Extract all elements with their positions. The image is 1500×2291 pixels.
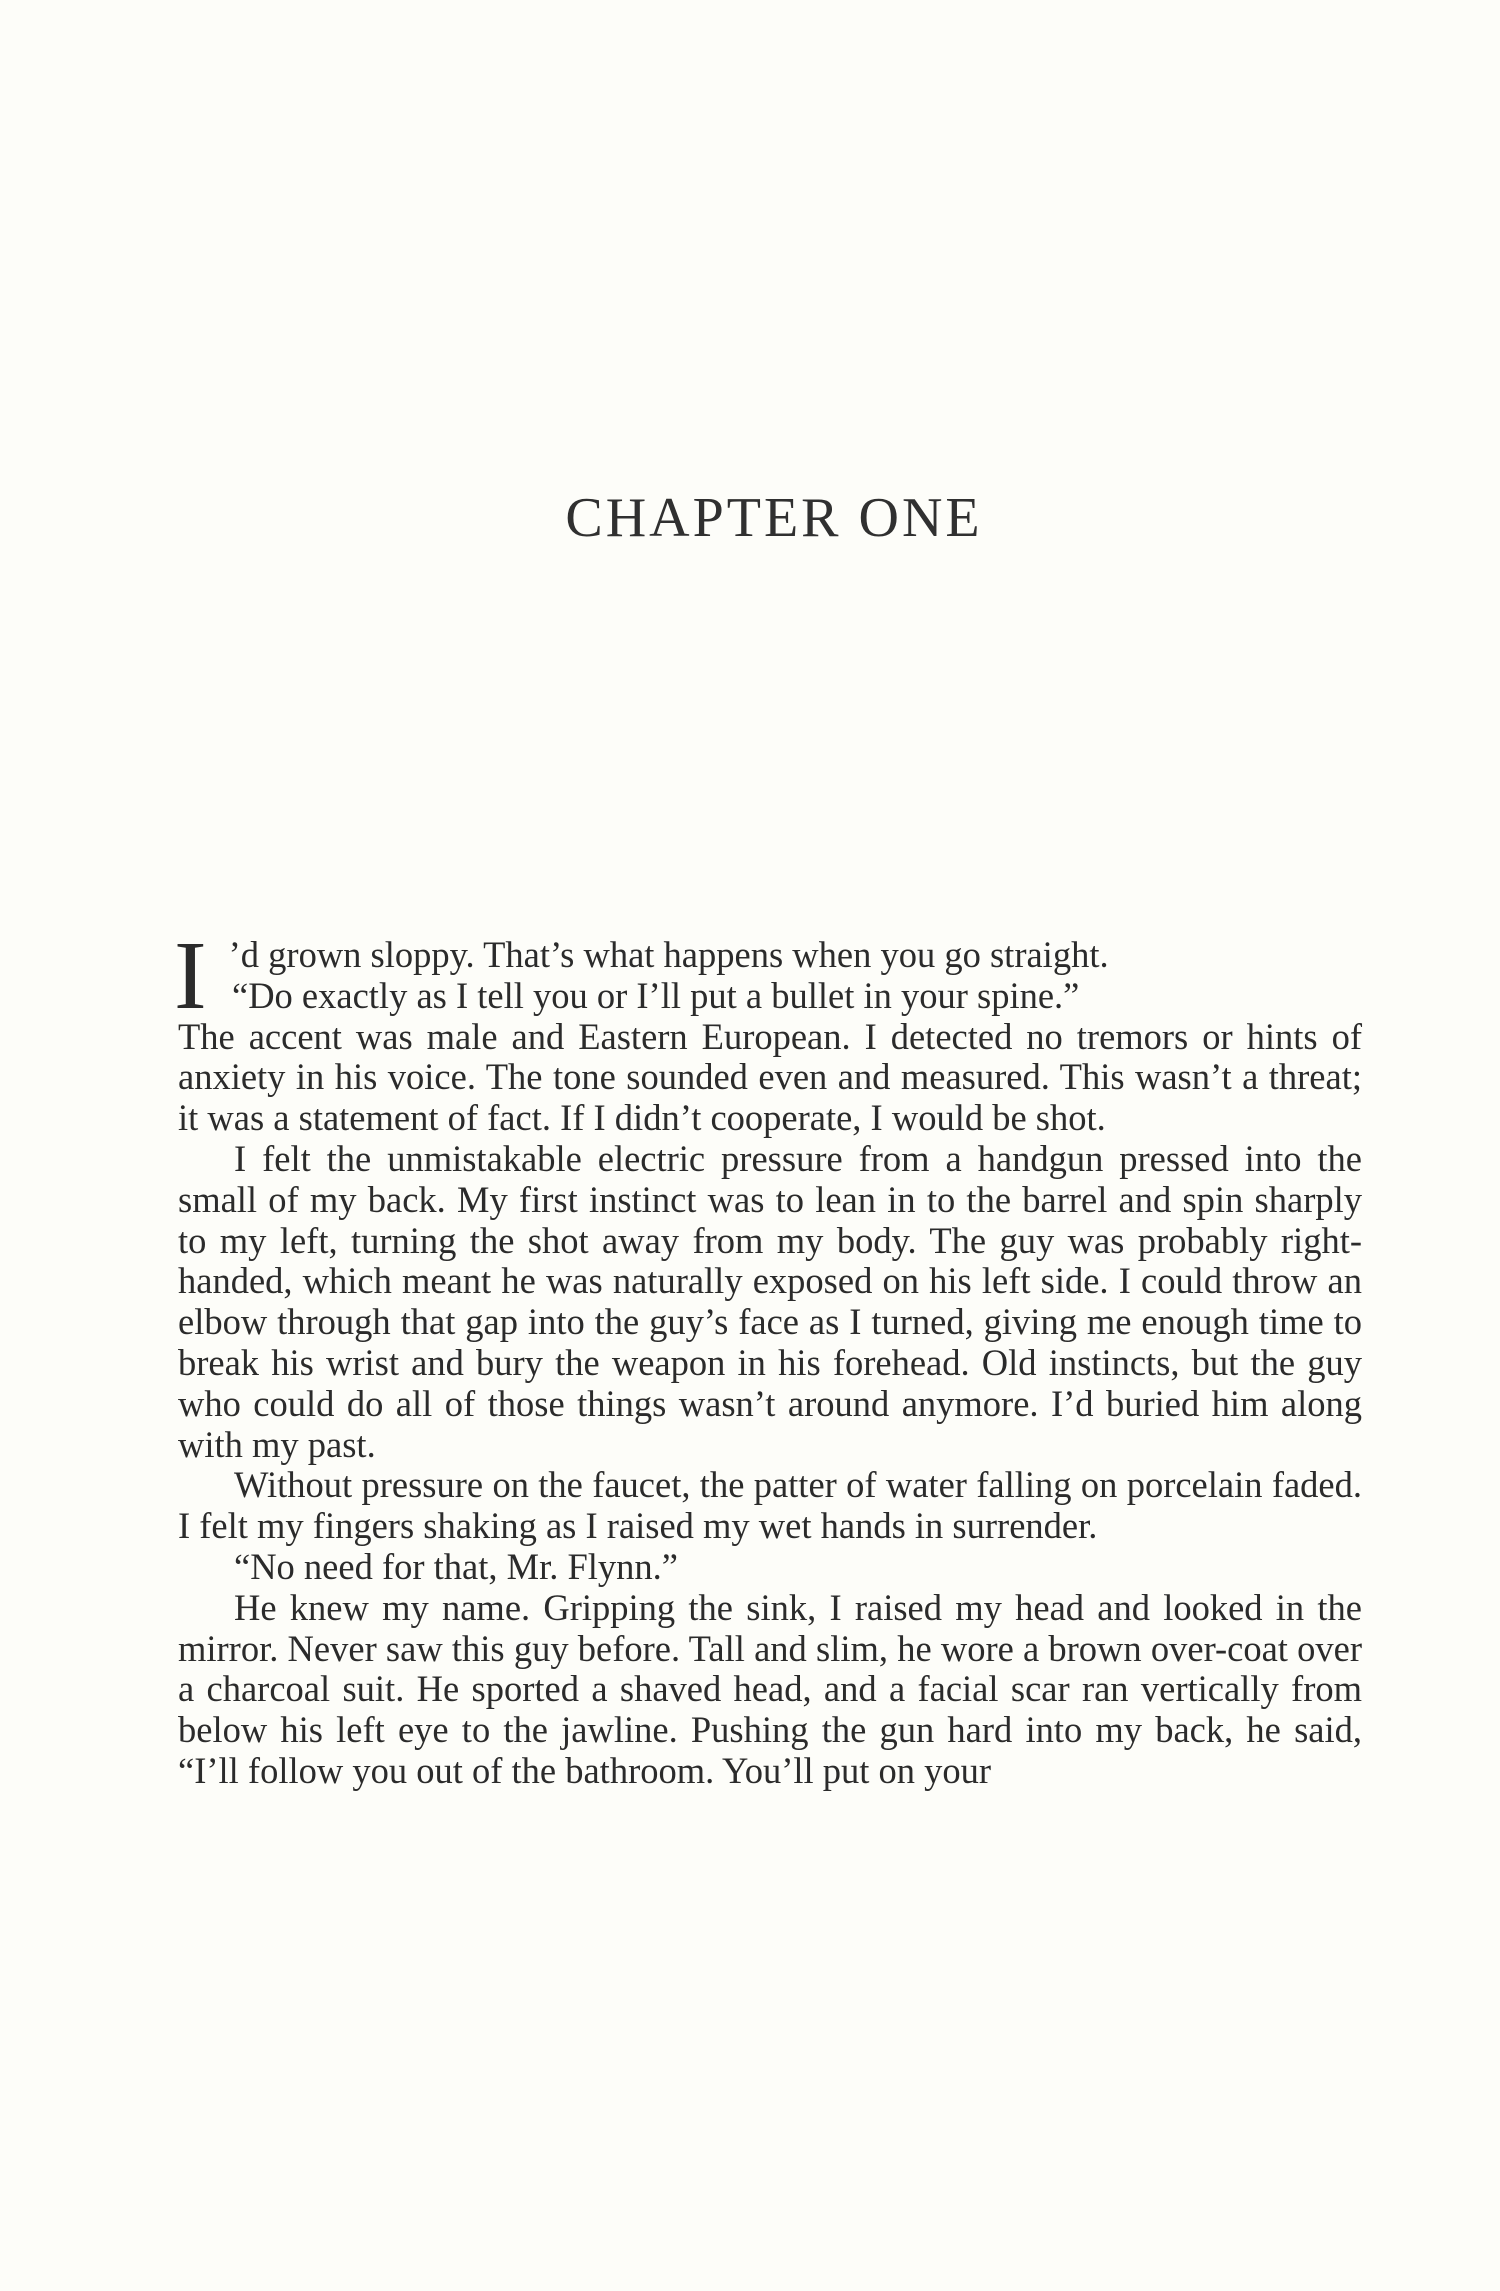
- paragraph: [178, 1017, 1362, 1139]
- paragraph-text: ’d grown sloppy. That’s what happens when you go straight.: [228, 934, 1109, 975]
- paragraph: [178, 1139, 1362, 1465]
- paragraph-text: “No need for that, Mr. Flynn.”: [234, 1545, 678, 1587]
- paragraph: [178, 1588, 1362, 1792]
- chapter-body: [174, 922, 1362, 1792]
- paragraph: [178, 976, 1362, 1017]
- chapter-title: CHAPTER ONE: [565, 487, 983, 549]
- paragraph-text: Without pressure on the faucet, the patter of water falling on porcelain faded. I felt my fingers shaking as I raised my wet hands in surrender.: [178, 1464, 1362, 1547]
- drop-cap: I: [174, 922, 207, 1030]
- paragraph-text: “Do exactly as I tell you or I’ll put a bullet in your spine.”: [232, 974, 1080, 1016]
- paragraph-text: I felt the unmistakable electric pressure from a handgun pressed into the small of my back. My first instinct was to lean in to the barrel and spin sharply to my left, turning the shot away from my body. The guy was probably right-handed, which meant he was naturally exposed on his left side. I could throw an elbow through that gap into the guy’s face as I turned, giving me enough time to break his wrist and bury the weapon in his forehead. Old instincts, but the guy who could do all of those things wasn’t around anymore. I’d buried him along with my past.: [178, 1137, 1362, 1465]
- paragraph-text: He knew my name. Gripping the sink, I raised my head and looked in the mirror. Never saw this guy before. Tall and slim, he wore a brown over-coat over a charcoal suit. He sported a shaved head, and a facial scar ran vertically from below his left eye to the jawline. Pushing the gun hard into my back, he said, “I’ll follow you out of the bathroom. You’ll put on your: [178, 1586, 1362, 1791]
- paragraph: [178, 1465, 1362, 1547]
- paragraph-text: The accent was male and Eastern European. I detected no tremors or hints of anxiety in his voice. The tone sounded even and measured. This wasn’t a threat; it was a statement of fact. If I didn’t cooperate, I would be shot.: [178, 1015, 1362, 1139]
- paragraph: [178, 1547, 1362, 1588]
